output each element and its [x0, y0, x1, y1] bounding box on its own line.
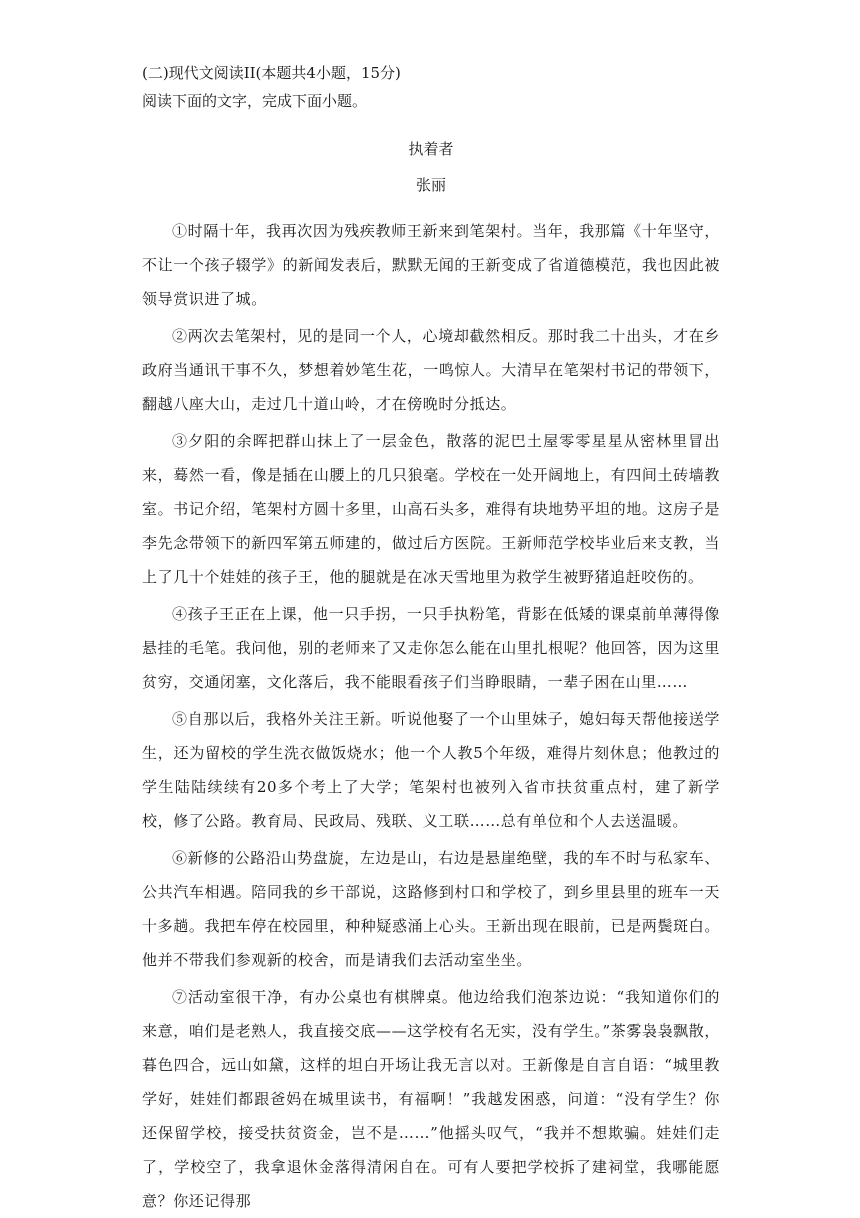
section-header: (二)现代文阅读II(本题共4小题，15分) — [142, 64, 401, 82]
instruction-text: 阅读下面的文字，完成下面小题。 — [142, 92, 368, 110]
article-body — [142, 214, 720, 1218]
paragraph-1: ①时隔十年，我再次因为残疾教师王新来到笔架村。当年，我那篇《十年坚守，不让一个孩子辍学》的新闻发表后，默默无闻的王新变成了省道德模范，我也因此被领导赏识进了城。 — [142, 222, 720, 308]
paragraph-7: ⑦活动室很干净，有办公桌也有棋牌桌。他边给我们泡茶边说：“我知道你们的来意，咱们是老熟人，我直接交底——这学校有名无实，没有学生。”茶雾袅袅飘散，暮色四合，远山如黛，这样的坦白开场让我无言以对。王新像是自言自语：“城里教学好，娃娃们都跟爸妈在城里读书，有福啊！”我越发困惑，问道：“没有学生？你还保留学校，接受扶贫资金，岂不是……”他摇头叹气，“我并不想欺骗。娃娃们走了，学校空了，我拿退休金落得清闲自在。可有人要把学校拆了建祠堂，我哪能愿意？你还记得那 — [142, 988, 720, 1210]
paragraph-6: ⑥新修的公路沿山势盘旋，左边是山，右边是悬崖绝壁，我的车不时与私家车、公共汽车相遇。陪同我的乡干部说，这路修到村口和学校了，到乡里县里的班车一天十多趟。我把车停在校园里，种种疑惑涌上心头。王新出现在眼前，已是两鬓斑白。他并不带我们参观新的校舍，而是请我们去活动室坐坐。 — [142, 849, 720, 969]
article-author: 张丽 — [415, 176, 446, 194]
paragraph-2: ②两次去笔架村，见的是同一个人，心境却截然相反。那时我二十出头，才在乡政府当通讯干事不久，梦想着妙笔生花，一鸣惊人。大清早在笔架村书记的带领下，翻越八座大山，走过几十道山岭，才在傍晚时分抵达。 — [142, 327, 720, 413]
paragraph-3: ③夕阳的余晖把群山抹上了一层金色，散落的泥巴土屋零零星星从密林里冒出来，蓦然一看，像是插在山腰上的几只狼毫。学校在一处开阔地上，有四间土砖墙教室。书记介绍，笔架村方圆十多里，山高石头多，难得有块地势平坦的地。这房子是李先念带领下的新四军第五师建的，做过后方医院。王新师范学校毕业后来支教，当上了几十个娃娃的孩子王，他的腿就是在冰天雪地里为救学生被野猪追赶咬伤的。 — [142, 432, 720, 586]
article-title: 执着者 — [408, 140, 454, 158]
paragraph-5: ⑤自那以后，我格外关注王新。听说他娶了一个山里妹子，媳妇每天帮他接送学生，还为留校的学生洗衣做饭烧水；他一个人教5个年级，难得片刻休息；他教过的学生陆陆续续有20多个考上了大学；笔架村也被列入省市扶贫重点村，建了新学校，修了公路。教育局、民政局、残联、义工联……总有单位和个人去送温暖。 — [142, 710, 720, 830]
paragraph-4: ④孩子王正在上课，他一只手拐，一只手执粉笔，背影在低矮的课桌前单薄得像悬挂的毛笔。我问他，别的老师来了又走你怎么能在山里扎根呢？他回答，因为这里贫穷，交通闭塞，文化落后，我不能眼看孩子们当睁眼睛，一辈子困在山里…… — [142, 605, 720, 691]
